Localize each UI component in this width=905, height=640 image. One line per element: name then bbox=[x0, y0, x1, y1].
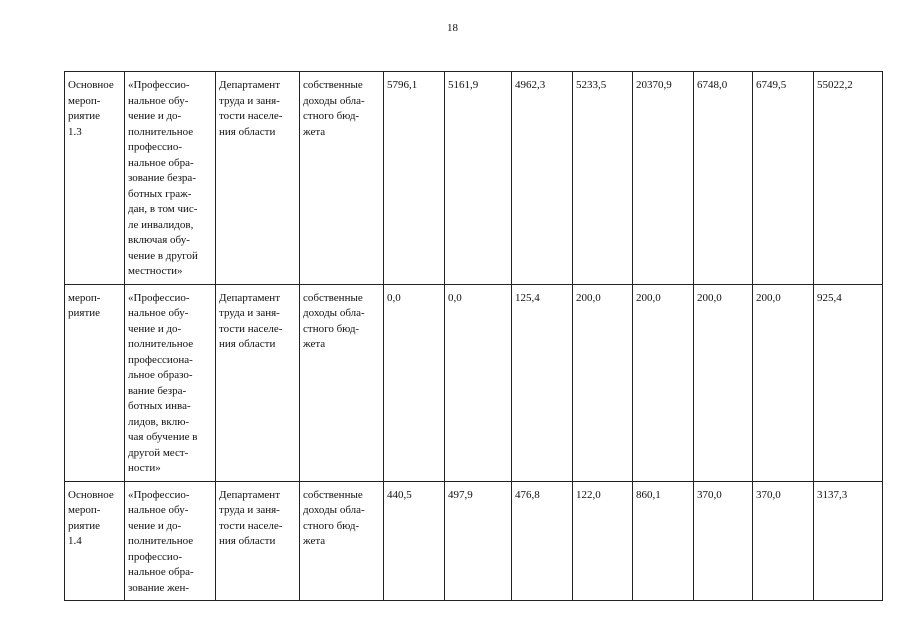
value-cell: 5233,5 bbox=[573, 72, 633, 285]
executor-cell: Департамент труда и заня- тости населе- ния области bbox=[216, 284, 300, 481]
value-cell: 200,0 bbox=[633, 284, 694, 481]
table-row bbox=[65, 481, 883, 601]
value-cell: 200,0 bbox=[753, 284, 814, 481]
total-cell: 55022,2 bbox=[814, 72, 883, 285]
value-cell: 200,0 bbox=[694, 284, 753, 481]
executor-cell: Департамент труда и заня- тости населе- ния области bbox=[216, 481, 300, 601]
measure-name-cell: «Профессио- нальное обу- чение и до- полнительное профессио- нальное обра- зование жен- bbox=[125, 481, 216, 601]
status-cell: мероп- риятие bbox=[65, 284, 125, 481]
table-row bbox=[65, 284, 883, 481]
funding-source-cell: собственные доходы обла- стного бюд- жета bbox=[300, 481, 384, 601]
funding-source-cell: собственные доходы обла- стного бюд- жета bbox=[300, 284, 384, 481]
funding-source-cell: собственные доходы обла- стного бюд- жета bbox=[300, 72, 384, 285]
value-cell: 370,0 bbox=[694, 481, 753, 601]
total-cell: 925,4 bbox=[814, 284, 883, 481]
value-cell: 200,0 bbox=[573, 284, 633, 481]
value-cell: 476,8 bbox=[512, 481, 573, 601]
value-cell: 5796,1 bbox=[384, 72, 445, 285]
value-cell: 860,1 bbox=[633, 481, 694, 601]
measure-name-cell: «Профессио- нальное обу- чение и до- полнительное профессиона- льное образо- вание безра- ботных инва- лидов, вклю- чая обучение в другой мест- ности» bbox=[125, 284, 216, 481]
value-cell: 497,9 bbox=[445, 481, 512, 601]
value-cell: 5161,9 bbox=[445, 72, 512, 285]
value-cell: 370,0 bbox=[753, 481, 814, 601]
table-row bbox=[65, 72, 883, 285]
value-cell: 122,0 bbox=[573, 481, 633, 601]
value-cell: 440,5 bbox=[384, 481, 445, 601]
value-cell: 125,4 bbox=[512, 284, 573, 481]
value-cell: 20370,9 bbox=[633, 72, 694, 285]
status-cell: Основное мероп- риятие 1.4 bbox=[65, 481, 125, 601]
program-table bbox=[64, 71, 883, 601]
value-cell: 6748,0 bbox=[694, 72, 753, 285]
status-cell: Основное мероп- риятие 1.3 bbox=[65, 72, 125, 285]
value-cell: 0,0 bbox=[445, 284, 512, 481]
value-cell: 0,0 bbox=[384, 284, 445, 481]
measure-name-cell: «Профессио- нальное обу- чение и до- полнительное профессио- нальное обра- зование безра- ботных граж- дан, в том чис- ле инвалидов, включая обу- чение в другой местности» bbox=[125, 72, 216, 285]
executor-cell: Департамент труда и заня- тости населе- ния области bbox=[216, 72, 300, 285]
page-number: 18 bbox=[447, 22, 458, 34]
value-cell: 6749,5 bbox=[753, 72, 814, 285]
total-cell: 3137,3 bbox=[814, 481, 883, 601]
value-cell: 4962,3 bbox=[512, 72, 573, 285]
